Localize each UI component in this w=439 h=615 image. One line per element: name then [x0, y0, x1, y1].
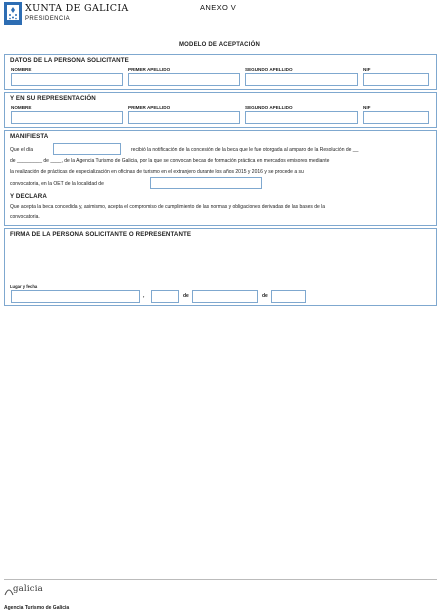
manifiesta-line-2: de _________ de ____, de la Agencia Turismo de Galicia, por la que se convocan becas de formación práctica en mercados emisores mediante [10, 158, 330, 164]
manifiesta-locality-label: convocatoria, en la OET de la localidad de [10, 181, 104, 187]
representation-section [4, 92, 437, 128]
de-separator-1: de [183, 293, 189, 299]
applicant-primer-apellido-label: PRIMER APELLIDO [128, 67, 171, 72]
brand-name: XUNTA DE GALICIA [25, 3, 129, 14]
footer-logo-text: galicia [13, 584, 43, 594]
declara-line-2: convocatoria. [10, 214, 40, 220]
form-title: MODELO DE ACEPTACIÓN [178, 42, 260, 48]
applicant-nif-label: NIF [363, 67, 371, 72]
representative-nombre-label: NOMBRE [11, 105, 32, 110]
representation-section-title: Y EN SU REPRESENTACIÓN [10, 95, 96, 102]
declara-title: Y DECLARA [10, 193, 47, 200]
oet-locality-field[interactable] [150, 177, 262, 189]
place-field[interactable] [11, 290, 140, 303]
year-field[interactable] [271, 290, 306, 303]
month-field[interactable] [192, 290, 258, 303]
applicant-primer-apellido-field[interactable] [128, 73, 240, 86]
xunta-coat-of-arms-icon [4, 2, 22, 25]
applicant-nombre-label: NOMBRE [11, 67, 32, 72]
manifiesta-date-label: Que el día [10, 147, 34, 153]
header [0, 0, 439, 30]
day-field[interactable] [151, 290, 179, 303]
representative-nif-label: NIF [363, 105, 371, 110]
representative-segundo-apellido-label: SEGUNDO APELLIDO [245, 105, 293, 110]
representative-primer-apellido-label: PRIMER APELLIDO [128, 105, 171, 110]
representative-segundo-apellido-field[interactable] [245, 111, 358, 124]
representative-nombre-field[interactable] [11, 111, 123, 124]
place-date-label: Lugar y fecha [10, 284, 38, 289]
applicant-section [4, 54, 437, 90]
signature-section [4, 228, 437, 306]
applicant-nombre-field[interactable] [11, 73, 123, 86]
de-separator-2: de [262, 293, 268, 299]
manifiesta-section [4, 130, 437, 226]
representative-primer-apellido-field[interactable] [128, 111, 240, 124]
footer-agency-name: Agencia Turismo de Galicia [4, 605, 70, 611]
footer-divider [4, 579, 437, 580]
representative-nif-field[interactable] [363, 111, 429, 124]
annex-label: ANEXO V [200, 3, 237, 12]
brand-department: PRESIDENCIA [25, 16, 71, 22]
applicant-section-title: DATOS DE LA PERSONA SOLICITANTE [10, 57, 129, 64]
applicant-segundo-apellido-field[interactable] [245, 73, 358, 86]
applicant-nif-field[interactable] [363, 73, 429, 86]
notification-date-field[interactable] [53, 143, 121, 155]
manifiesta-section-title: MANIFIESTA [10, 133, 49, 140]
applicant-segundo-apellido-label: SEGUNDO APELLIDO [245, 67, 293, 72]
manifiesta-line-3: la realización de prácticas de especialización en oficinas de turismo en el extranjero durante los años 2015 y 2016 y se procede a su [10, 169, 304, 175]
manifiesta-line-1: recibió la notificación de la concesión de la beca que le fue otorgada al amparo de la Resolución de __ [131, 147, 359, 153]
signature-section-title: FIRMA DE LA PERSONA SOLICITANTE O REPRESENTANTE [10, 231, 192, 238]
comma-separator: , [143, 293, 145, 299]
declara-line-1: Que acepta la beca concedida y, asimismo, acepta el compromiso de cumplimiento de las normas y obligaciones derivadas de las bases de la [10, 204, 326, 210]
